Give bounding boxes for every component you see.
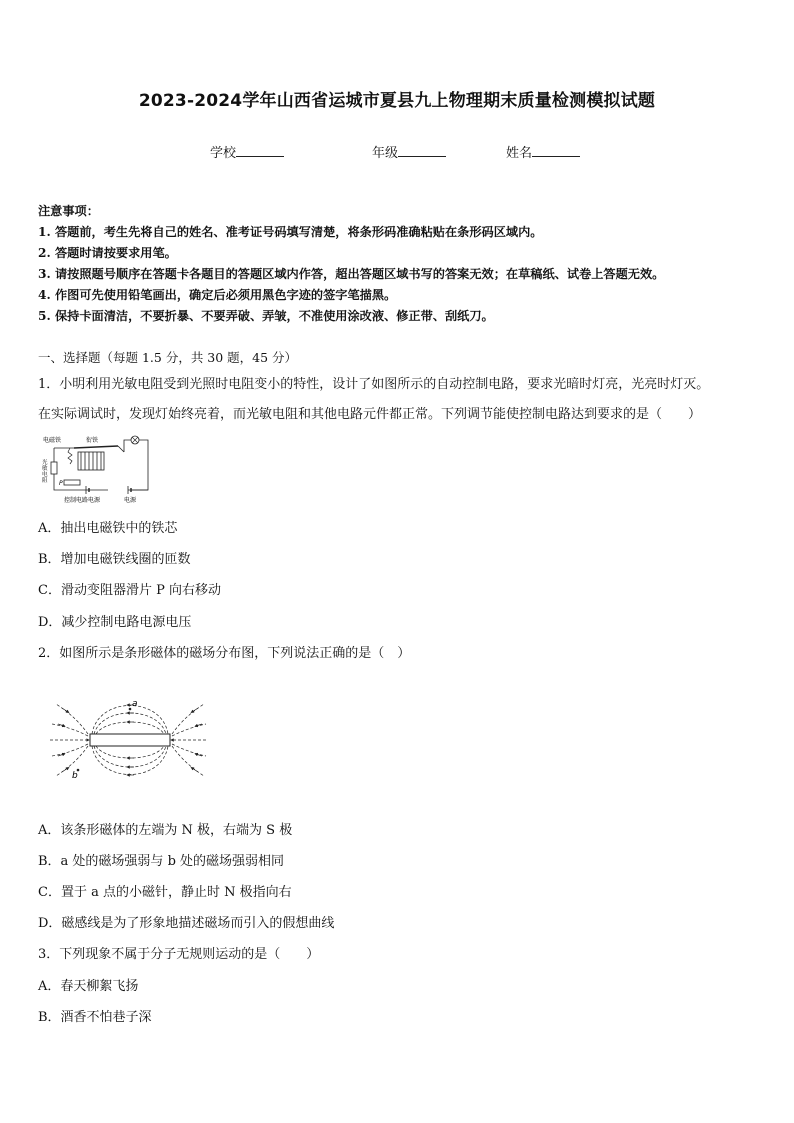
q2-option-b[interactable]: B．a 处的磁场强弱与 b 处的磁场强弱相同 [38,854,285,869]
note-item-3: 3. 请按照题号顺序在答题卡各题目的答题区域内作答，超出答题区域书写的答案无效；在草稿纸、试卷上答题无效。 [38,267,665,281]
note-item-2: 2. 答题时请按要求用笔。 [38,246,177,260]
note-item-4: 4. 作图可先使用铅笔画出，确定后必须用黑色字迹的签字笔描黑。 [38,288,397,302]
q1-option-b[interactable]: B．增加电磁铁线圈的匝数 [38,552,191,567]
note-item-5: 5. 保持卡面清洁，不要折暴、不要弄破、弄皱，不准使用涂改液、修正带、刮纸刀。 [38,309,494,323]
q1-label-photo-4: 阻 [42,478,48,484]
school-field [210,142,284,161]
q1-label-photo-3: 电 [42,472,48,478]
armature-bar [74,446,118,448]
q1-option-c[interactable]: C．滑动变阻器滑片 P 向右移动 [38,583,221,598]
rheostat [64,480,80,485]
school-label: 学校 [210,146,237,161]
q3-option-b[interactable]: B．酒香不怕巷子深 [38,1010,152,1025]
grade-label: 年级 [372,146,399,161]
notes-heading: 注意事项： [38,204,99,218]
q1-label-slider: P [59,480,63,487]
note-item-1: 1. 答题前，考生先将自己的姓名、准考证号码填写清楚，将条形码准确粘贴在条形码区域内。 [38,225,543,239]
name-field [506,142,580,161]
q2-option-c[interactable]: C．置于 a 点的小磁针，静止时 N 极指向右 [38,885,292,900]
q3-stem: 3．下列现象不属于分子无规则运动的是（ ） [38,947,320,962]
section-title: 一、选择题（每题 1.5 分，共 30 题，45 分） [38,350,298,365]
q1-label-electromagnet: 电磁铁 [43,437,62,444]
name-label: 姓名 [506,146,533,161]
q1-label-armature: 衔铁 [86,437,99,444]
point-a-dot [129,708,132,711]
q2-label-a: a [132,699,138,709]
q1-stem-line2: 在实际调试时，发现灯始终亮着，而光敏电阻和其他电路元件都正常。下列调节能使控制电路达到要求的是（ ） [38,407,702,422]
q2-option-d[interactable]: D．磁感线是为了形象地描述磁场而引入的假想曲线 [38,916,335,931]
q2-option-a[interactable]: A．该条形磁体的左端为 N 极，右端为 S 极 [38,823,293,838]
q2-magnet-field-figure [48,690,208,788]
q3-option-a[interactable]: A．春天柳絮飞扬 [38,979,139,994]
electromagnet-coil [78,452,104,470]
grade-blank[interactable] [398,144,446,157]
spring [68,448,72,464]
exam-title: 2023-2024学年山西省运城市夏县九上物理期末质量检测模拟试题 [138,91,656,111]
bar-magnet [90,734,170,746]
notes-section [38,202,778,327]
q1-label-photo-2: 敏 [42,466,48,472]
q1-label-power-source: 电源 [124,497,137,504]
q1-option-d[interactable]: D．减少控制电路电源电压 [38,615,192,630]
q1-option-a[interactable]: A．抽出电磁铁中的铁芯 [38,521,178,536]
q1-stem-line1: 1．小明利用光敏电阻受到光照时电阻变小的特性，设计了如图所示的自动控制电路，要求光暗时灯亮，光亮时灯灭。 [38,377,710,392]
q1-label-photo-1: 光 [42,460,48,466]
q1-circuit-figure [40,434,152,504]
name-blank[interactable] [532,144,580,157]
q1-label-control-source: 控制电路电源 [64,497,101,504]
photoresistor [51,462,57,474]
grade-field [372,142,446,161]
q2-stem: 2．如图所示是条形磁体的磁场分布图，下列说法正确的是（ ） [38,646,411,661]
q2-label-b: b [72,771,78,781]
school-blank[interactable] [236,144,284,157]
